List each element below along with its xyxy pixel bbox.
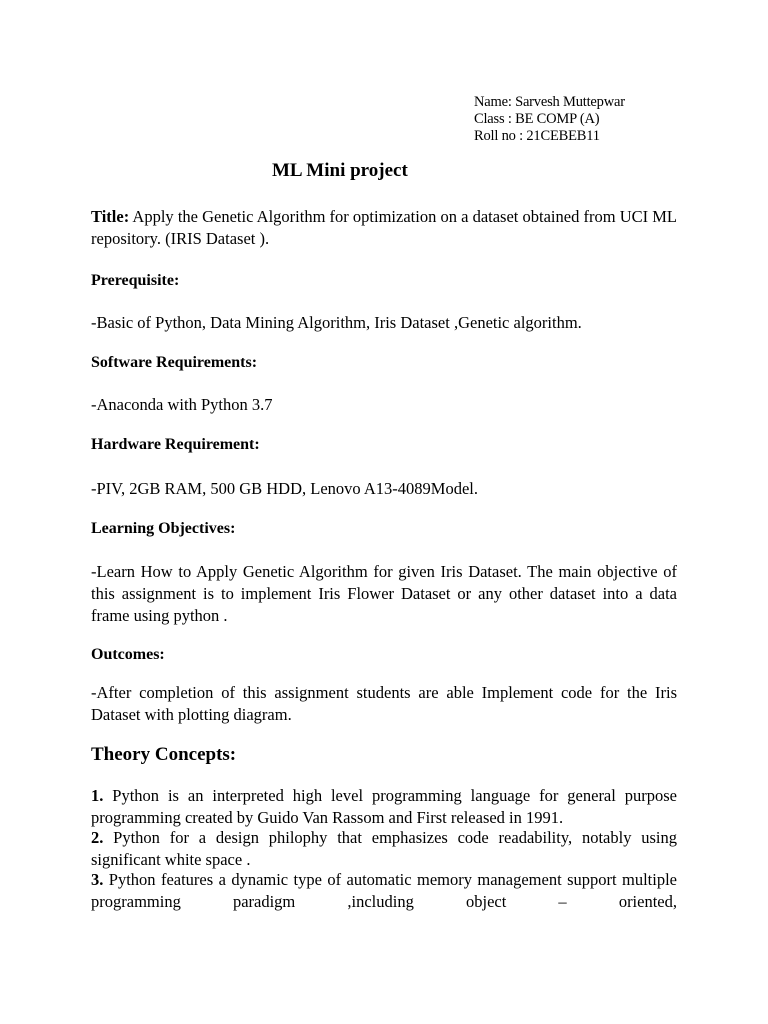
theory-item-number: 2. [91, 828, 104, 847]
software-heading: Software Requirements: [91, 354, 258, 371]
title-paragraph [91, 206, 677, 250]
theory-concepts-heading: Theory Concepts: [91, 744, 237, 765]
hardware-text: -PIV, 2GB RAM, 500 GB HDD, Lenovo A13-4089Model. [91, 479, 478, 498]
software-text: -Anaconda with Python 3.7 [91, 395, 273, 414]
title-label: Title: [91, 207, 130, 226]
theory-item-2 [91, 827, 677, 871]
outcomes-text: -After completion of this assignment students are able Implement code for the Iris Dataset with plotting diagram. [91, 683, 677, 724]
student-name: Name: Sarvesh Muttepwar [474, 94, 625, 110]
title-text: Apply the Genetic Algorithm for optimization on a dataset obtained from UCI ML repository. (IRIS Dataset ). [91, 207, 677, 248]
hardware-heading: Hardware Requirement: [91, 436, 260, 453]
learning-objectives-heading: Learning Objectives: [91, 520, 236, 537]
theory-item-text: Python features a dynamic type of automatic memory management support multiple programming paradigm ,including object – oriented, [91, 870, 677, 911]
theory-item-text: Python for a design philophy that emphasizes code readability, notably using significant white space . [91, 828, 677, 869]
theory-item-number: 3. [91, 870, 104, 889]
learning-objectives-text: -Learn How to Apply Genetic Algorithm for given Iris Dataset. The main objective of this assignment is to implement Iris Flower Dataset or any other dataset into a data frame using python . [91, 562, 677, 625]
theory-item-text: Python is an interpreted high level programming language for general purpose programming created by Guido Van Rassom and First released in 1991. [91, 786, 677, 827]
outcomes-heading: Outcomes: [91, 646, 165, 663]
theory-item-3 [91, 869, 677, 913]
student-roll-number: Roll no : 21CEBEB11 [474, 128, 600, 144]
document-title: ML Mini project [272, 160, 408, 181]
theory-item-number: 1. [91, 786, 104, 805]
prerequisite-text: -Basic of Python, Data Mining Algorithm, Iris Dataset ,Genetic algorithm. [91, 313, 582, 332]
theory-item-1 [91, 785, 677, 829]
student-class: Class : BE COMP (A) [474, 111, 600, 127]
prerequisite-heading: Prerequisite: [91, 272, 180, 289]
